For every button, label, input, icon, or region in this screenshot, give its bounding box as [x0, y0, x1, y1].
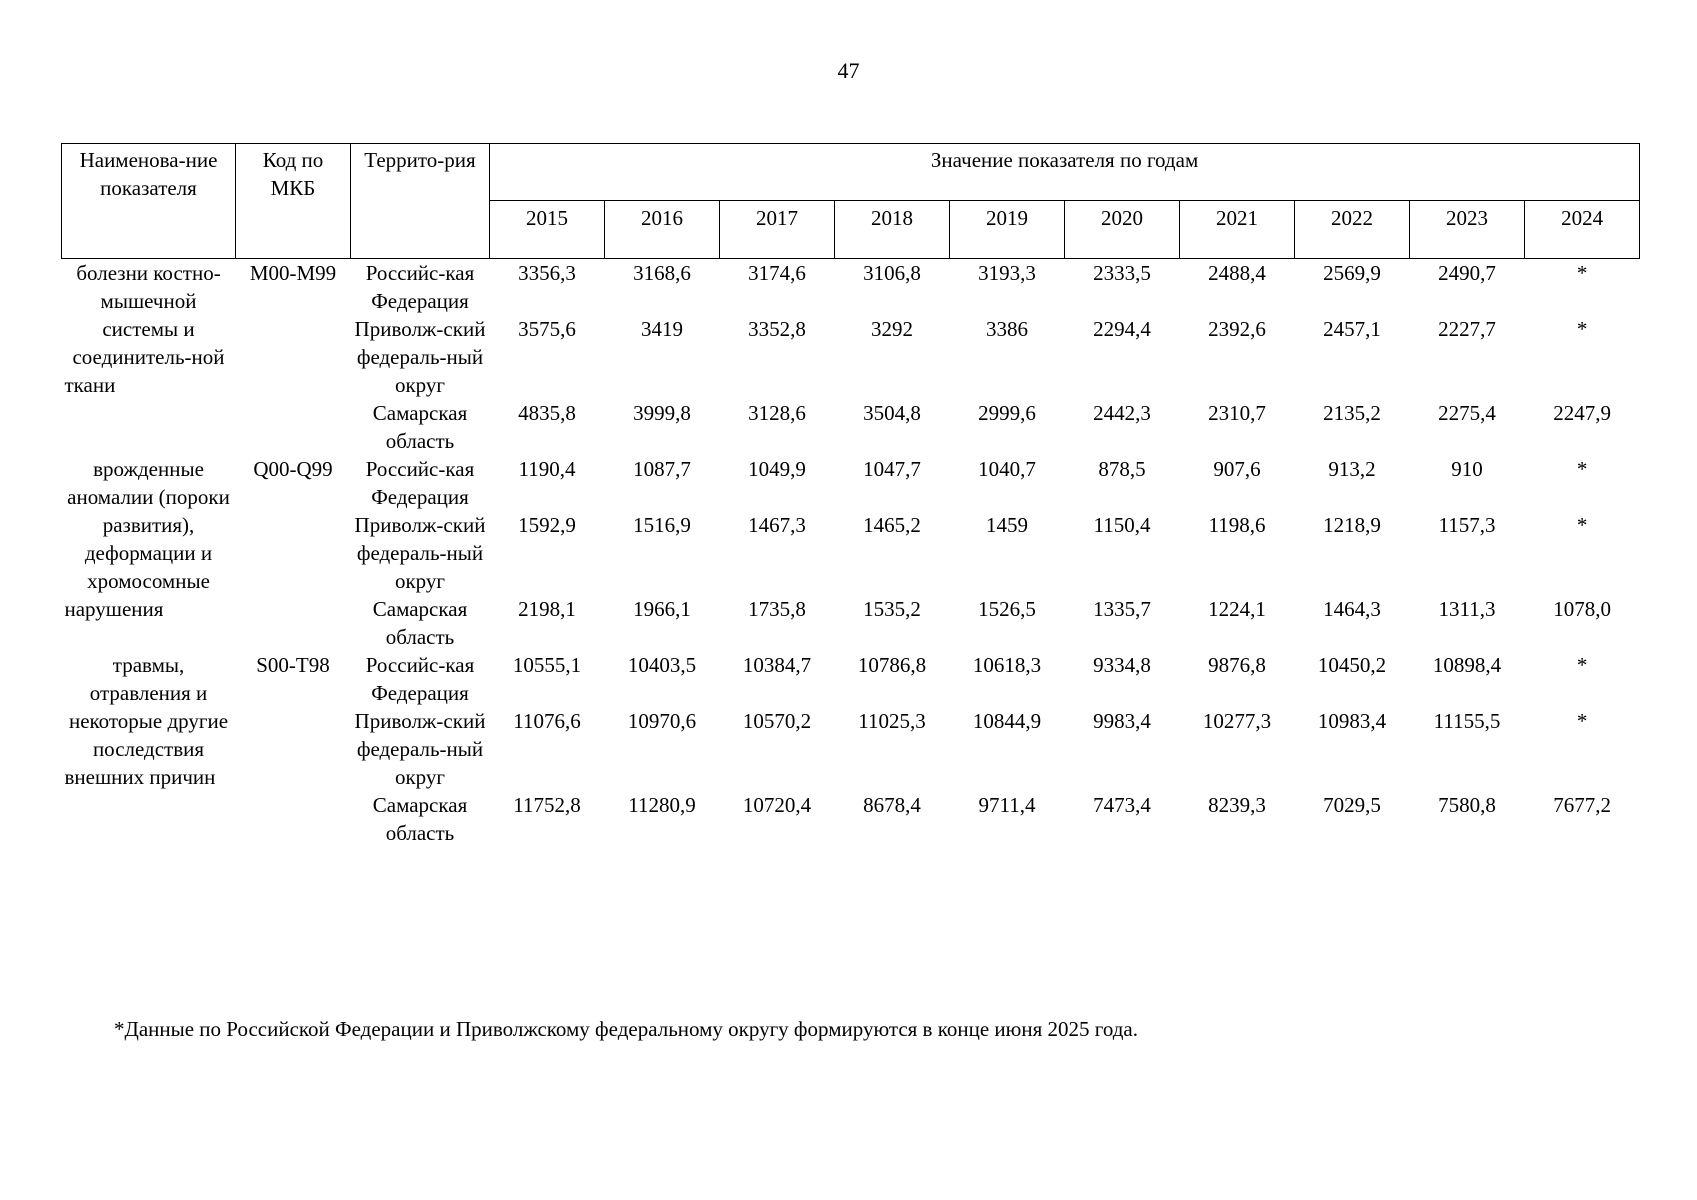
header-code: Код по МКБ	[236, 144, 351, 259]
value-cell: 878,5	[1098, 457, 1146, 481]
header-indicator: Наименова-ние показателя	[62, 144, 236, 259]
value-cell: 2392,6	[1208, 317, 1266, 341]
value-cell: 10570,2	[742, 709, 812, 733]
value-cell: 1467,3	[748, 513, 806, 537]
header-year: 2024	[1525, 201, 1640, 259]
territory-cell: Российс-кая Федерация	[365, 261, 475, 313]
value-cell: 8678,4	[863, 793, 921, 817]
value-cell: 10720,4	[742, 793, 812, 817]
value-cell: 1047,7	[863, 457, 921, 481]
value-cell: 2333,5	[1093, 261, 1151, 285]
value-cell: 1966,1	[633, 597, 691, 621]
value-cell: 3193,3	[978, 261, 1036, 285]
value-cell: 11076,6	[513, 709, 581, 733]
header-year: 2022	[1295, 201, 1410, 259]
value-cell: 1049,9	[748, 457, 806, 481]
value-cell: 910	[1451, 457, 1483, 481]
value-cell: 913,2	[1328, 457, 1376, 481]
value-cell: *	[1576, 709, 1588, 733]
value-cell: 1526,5	[978, 597, 1036, 621]
territory-cell: Самарская область	[372, 401, 468, 453]
value-cell: 2999,6	[978, 401, 1036, 425]
value-cell: 2457,1	[1323, 317, 1381, 341]
territory-cell: Российс-кая Федерация	[365, 653, 475, 705]
value-cell: 2490,7	[1438, 261, 1496, 285]
table-body	[62, 259, 1640, 848]
value-cell: 3575,6	[518, 317, 576, 341]
value-cell: 9983,4	[1093, 709, 1151, 733]
table-row	[62, 651, 1640, 707]
value-cell: 1190,4	[518, 457, 576, 481]
statistics-table	[61, 143, 1640, 847]
indicator-cell: травмы, отравления и некоторые другие последствия внешних причин	[64, 653, 229, 789]
header-year: 2018	[835, 201, 950, 259]
value-cell: 11280,9	[628, 793, 696, 817]
value-cell: 3128,6	[748, 401, 806, 425]
value-cell: 907,6	[1213, 457, 1261, 481]
value-cell: 9876,8	[1208, 653, 1266, 677]
header-values-group: Значение показателя по годам	[490, 144, 1640, 201]
value-cell: 9711,4	[978, 793, 1036, 817]
value-cell: 1592,9	[518, 513, 576, 537]
value-cell: 2275,4	[1438, 401, 1496, 425]
header-territory: Террито-рия	[351, 144, 490, 259]
territory-cell: Приволж-ский федераль-ный округ	[354, 513, 486, 593]
territory-cell: Самарская область	[372, 597, 468, 649]
value-cell: 7677,2	[1553, 793, 1611, 817]
value-cell: 3419	[641, 317, 683, 341]
value-cell: 10555,1	[512, 653, 582, 677]
value-cell: 3168,6	[633, 261, 691, 285]
value-cell: 2227,7	[1438, 317, 1496, 341]
value-cell: 3174,6	[748, 261, 806, 285]
value-cell: 1335,7	[1093, 597, 1151, 621]
value-cell: 10786,8	[857, 653, 927, 677]
table-row	[62, 259, 1640, 316]
value-cell: *	[1576, 457, 1588, 481]
header-year: 2020	[1065, 201, 1180, 259]
value-cell: 10450,2	[1317, 653, 1387, 677]
table-row	[62, 455, 1640, 511]
value-cell: 7580,8	[1438, 793, 1496, 817]
header-year: 2019	[950, 201, 1065, 259]
value-cell: 2310,7	[1208, 401, 1266, 425]
value-cell: 1735,8	[748, 597, 806, 621]
value-cell: 10277,3	[1202, 709, 1272, 733]
value-cell: 10403,5	[627, 653, 697, 677]
value-cell: *	[1576, 653, 1588, 677]
value-cell: 7473,4	[1093, 793, 1151, 817]
value-cell: 4835,8	[518, 401, 576, 425]
value-cell: *	[1576, 317, 1588, 341]
value-cell: 3106,8	[863, 261, 921, 285]
value-cell: 1535,2	[863, 597, 921, 621]
value-cell: *	[1576, 261, 1588, 285]
value-cell: 3292	[871, 317, 913, 341]
value-cell: 1311,3	[1438, 597, 1496, 621]
value-cell: 3386	[986, 317, 1028, 341]
value-cell: 1040,7	[978, 457, 1036, 481]
value-cell: 2294,4	[1093, 317, 1151, 341]
territory-cell: Приволж-ский федераль-ный округ	[354, 317, 486, 397]
value-cell: 1087,7	[633, 457, 691, 481]
value-cell: 3352,8	[748, 317, 806, 341]
footnote: *Данные по Российской Федерации и Приволжскому федеральному округу формируются в конце июня 2025 года.	[114, 1017, 1138, 1041]
header-year: 2016	[605, 201, 720, 259]
header-year: 2017	[720, 201, 835, 259]
value-cell: 3999,8	[633, 401, 691, 425]
icd-code-cell: M00-M99	[249, 261, 337, 285]
value-cell: 9334,8	[1093, 653, 1151, 677]
value-cell: 1218,9	[1323, 513, 1381, 537]
territory-cell: Приволж-ский федераль-ный округ	[354, 709, 486, 789]
territory-cell: Российс-кая Федерация	[365, 457, 475, 509]
value-cell: 1157,3	[1438, 513, 1496, 537]
indicator-cell: болезни костно-мышечной системы и соединитель-ной ткани	[64, 261, 225, 397]
value-cell: 3504,8	[863, 401, 921, 425]
value-cell: 10844,9	[972, 709, 1042, 733]
value-cell: 2247,9	[1553, 401, 1611, 425]
value-cell: 10898,4	[1432, 653, 1502, 677]
value-cell: 1150,4	[1093, 513, 1151, 537]
icd-code-cell: S00-T98	[256, 653, 330, 677]
header-year: 2015	[490, 201, 605, 259]
value-cell: 2135,2	[1323, 401, 1381, 425]
value-cell: 3356,3	[518, 261, 576, 285]
value-cell: 1465,2	[863, 513, 921, 537]
territory-cell: Самарская область	[372, 793, 468, 845]
value-cell: 10384,7	[742, 653, 812, 677]
value-cell: 1078,0	[1553, 597, 1611, 621]
value-cell: 8239,3	[1208, 793, 1266, 817]
value-cell: 1198,6	[1208, 513, 1266, 537]
value-cell: 10618,3	[972, 653, 1042, 677]
value-cell: 11155,5	[1433, 709, 1501, 733]
value-cell: 2488,4	[1208, 261, 1266, 285]
value-cell: 1459	[986, 513, 1028, 537]
indicator-cell: врожденные аномалии (пороки развития), деформации и хромосомные нарушения	[64, 457, 230, 621]
value-cell: 10970,6	[627, 709, 697, 733]
value-cell: 1516,9	[633, 513, 691, 537]
value-cell: 7029,5	[1323, 793, 1381, 817]
value-cell: 11752,8	[513, 793, 581, 817]
value-cell: 2569,9	[1323, 261, 1381, 285]
value-cell: 2198,1	[518, 597, 576, 621]
header-year: 2021	[1180, 201, 1295, 259]
value-cell: 1464,3	[1323, 597, 1381, 621]
value-cell: *	[1576, 513, 1588, 537]
value-cell: 2442,3	[1093, 401, 1151, 425]
value-cell: 10983,4	[1317, 709, 1387, 733]
header-year: 2023	[1410, 201, 1525, 259]
value-cell: 11025,3	[858, 709, 926, 733]
page-number: 47	[837, 58, 860, 83]
value-cell: 1224,1	[1208, 597, 1266, 621]
icd-code-cell: Q00-Q99	[253, 457, 333, 481]
